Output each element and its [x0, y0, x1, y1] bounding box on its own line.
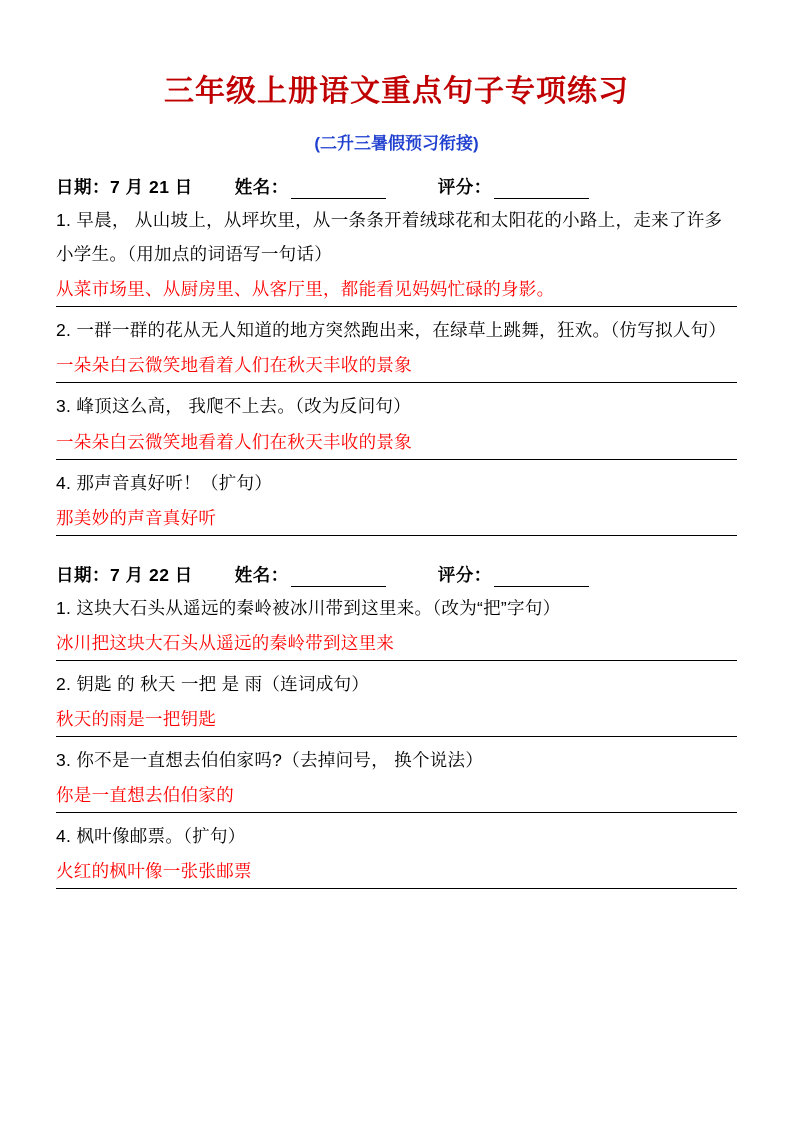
date-label: 日期：7 月 22 日	[56, 564, 193, 585]
name-label: 姓名：	[234, 177, 289, 197]
question-text: 3. 你不是一直想去伯伯家吗?（去掉问号， 换个说法）	[56, 749, 484, 770]
score-label: 评分：	[437, 177, 492, 197]
score-field[interactable]	[438, 174, 589, 199]
name-field[interactable]	[235, 174, 386, 199]
page-title: 三年级上册语文重点句子专项练习	[164, 75, 629, 108]
answer-text[interactable]: 你是一直想去伯伯家的	[56, 781, 737, 813]
name-field[interactable]	[235, 562, 386, 587]
worksheet-section	[56, 174, 737, 536]
page-subtitle: (二升三暑假预习衔接)	[314, 134, 479, 153]
answer-text[interactable]: 冰川把这块大石头从遥远的秦岭带到这里来	[56, 629, 737, 661]
answer-text[interactable]: 一朵朵白云微笑地看着人们在秋天丰收的景象	[56, 428, 737, 460]
name-blank[interactable]	[291, 184, 386, 199]
answer-text[interactable]: 秋天的雨是一把钥匙	[56, 705, 737, 737]
exercise-item	[56, 819, 737, 889]
exercise-item	[56, 203, 737, 307]
exercise-item	[56, 313, 737, 383]
answer-text[interactable]: 那美妙的声音真好听	[56, 504, 737, 536]
question-text: 2. 一群一群的花从无人知道的地方突然跑出来，在绿草上跳舞，狂欢。（仿写拟人句）	[56, 320, 727, 341]
section-meta-row	[56, 562, 737, 587]
exercise-item	[56, 389, 737, 459]
exercise-item	[56, 591, 737, 661]
exercise-item	[56, 743, 737, 813]
answer-text[interactable]: 从菜市场里、从厨房里、从客厅里，都能看见妈妈忙碌的身影。	[56, 275, 737, 307]
name-blank[interactable]	[291, 572, 386, 587]
score-label: 评分：	[437, 564, 492, 585]
question-text: 1. 早晨， 从山坡上，从坪坎里，从一条条开着绒球花和太阳花的小路上，走来了许多小学生。（用加点的词语写一句话）	[56, 210, 723, 265]
exercise-item	[56, 667, 737, 737]
answer-text[interactable]: 火红的枫叶像一张张邮票	[56, 857, 737, 889]
question-text: 4. 枫叶像邮票。（扩句）	[56, 826, 246, 846]
date-label: 日期：7 月 21 日	[56, 177, 193, 197]
question-text: 1. 这块大石头从遥远的秦岭被冰川带到这里来。（改为“把”字句）	[56, 597, 561, 618]
name-label: 姓名：	[234, 564, 289, 585]
question-text: 2. 钥匙 的 秋天 一把 是 雨（连词成句）	[56, 673, 370, 694]
worksheet-section	[56, 562, 737, 890]
exercise-item	[56, 466, 737, 536]
section-meta-row	[56, 174, 737, 199]
score-blank[interactable]	[494, 572, 589, 587]
question-text: 3. 峰顶这么高， 我爬不上去。（改为反问句）	[56, 396, 411, 417]
score-blank[interactable]	[494, 184, 589, 199]
question-text: 4. 那声音真好听！（扩句）	[56, 472, 273, 493]
score-field[interactable]	[438, 562, 589, 587]
answer-text[interactable]: 一朵朵白云微笑地看着人们在秋天丰收的景象	[56, 351, 737, 383]
